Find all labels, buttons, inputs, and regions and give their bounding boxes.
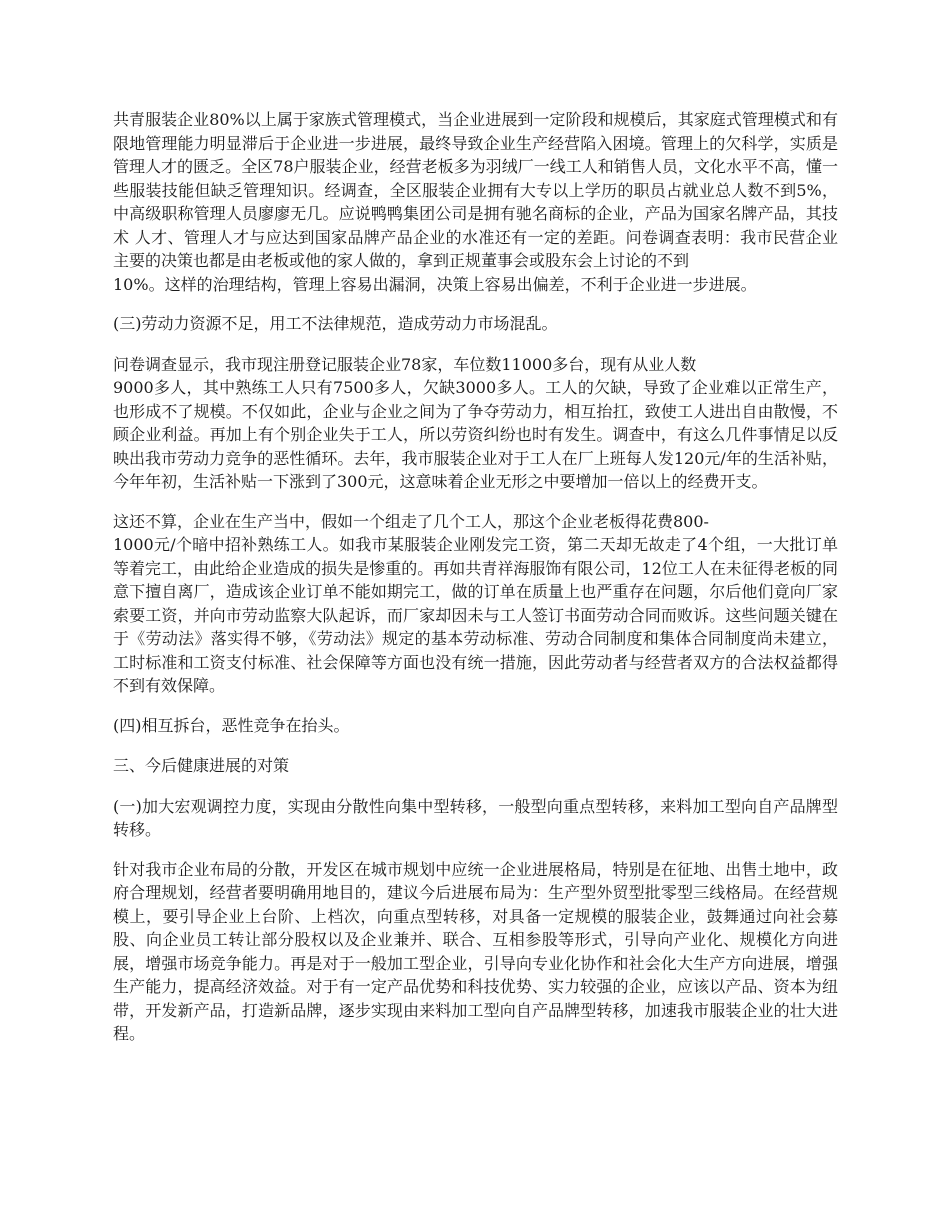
- section-heading-labor: (三)劳动力资源不足，用工不法律规范，造成劳动力市场混乱。: [113, 314, 558, 333]
- document-page: [113, 108, 838, 1062]
- paragraph-layout-planning: 针对我市企业布局的分散，开发区在城市规划中应统一企业进展格局，特别是在征地、出售土地中，政府合理规划，经营者要明确用地目的，建议今后进展布局为：生产型外贸型批零型三线格局。在经营规模上，要引导企业上台阶、上档次，向重点型转移，对具备一定规模的服装企业，鼓舞通过向社会募股、向企业员工转让部分股权以及企业兼并、联合、互相参股等形式，引导向产业化、规模化方向进展，增强市场竞争能力。再是对于一般加工型企业，引导向专业化协作和社会化大生产方向进展，增强生产能力，提高经济效益。对于有一定产品优势和科技优势、实力较强的企业，应该以产品、资本为纽带，开发新产品，打造新品牌，逐步实现由来料加工型向自产品牌型转移，加速我市服装企业的壮大进程。: [113, 859, 838, 1043]
- section-heading-competition: (四)相互拆台，恶性竞争在抬头。: [113, 715, 350, 735]
- section-heading-countermeasures: 三、今后健康进展的对策: [113, 756, 290, 775]
- paragraph-survey: 问卷调查显示，我市现注册登记服装企业78家，车位数11000多台，现有从业人数 9000多人，其中熟练工人只有7500多人，欠缺3000多人。工人的欠缺，导致了企业难以正常生产，也形成不了规模。不仅如此，企业与企业之间为了争夺劳动力，相互抬扛，致使工人进出自由散慢，不顾企业利益。再加上有个别企业失于工人，所以劳资纠纷也时有发生。调查中，有这么几件事情足以反映出我市劳动力竞争的恶性循环。去年，我市服装企业对于工人在厂上班每人发120元/年的生活补贴，今年年初，生活补贴一下涨到了300元，这意味着企业无形之中要增加一倍以上的经费开支。: [113, 354, 838, 491]
- paragraph-macro-control: (一)加大宏观调控力度，实现由分散性向集中型转移，一般型向重点型转移，来料加工型向自产品牌型转移。: [113, 796, 838, 839]
- paragraph-management: 共青服装企业80%以上属于家族式管理模式，当企业进展到一定阶段和规模后，其家庭式管理模式和有限地管理能力明显滞后于企业进一步进展，最终导致企业生产经营陷入困境。管理上的欠科学，实质是管理人才的匮乏。全区78户服装企业，经营老板多为羽绒厂一线工人和销售人员，文化水平不高，懂一些服装技能但缺乏管理知识。经调查，全区服装企业拥有大专以上学历的职员占就业总人数不到5%，中高级职称管理人员廖廖无几。应说鸭鸭集团公司是拥有驰名商标的企业，产品为国家名牌产品，其技术 人才、管理人才与应达到国家品牌产品企业的水准还有一定的差距。问卷调查表明：我市民营企业主要的决策也都是由老板或他的家人做的，拿到正规董事会或股东会上讨论的不到 10%。这样的治理结构，管理上容易出漏洞，决策上容易出偏差，不利于企业进一步进展。: [113, 110, 838, 294]
- paragraph-labor-competition: 这还不算，企业在生产当中，假如一个组走了几个工人，那这个企业老板得花费800- 1000元/个暗中招补熟练工人。如我市某服装企业刚发完工资，第二天却无故走了4个组，一大批订单等着完工，由此给企业造成的损失是惨重的。再如共青祥海服饰有限公司，12位工人在未征得老板的同意下擅自离厂，造成该企业订单不能如期完工，做的订单在质量上也严重存在问题，尔后他们竟向厂家索要工资，并向市劳动监察大队起诉，而厂家却因未与工人签订书面劳动合同而败诉。这些问题关键在于《劳动法》落实得不够，《劳动法》规定的基本劳动标准、劳动合同制度和集体合同制度尚未建立，工时标准和工资支付标准、社会保障等方面也没有统一措施，因此劳动者与经营者双方的合法权益都得不到有效保障。: [113, 511, 838, 695]
